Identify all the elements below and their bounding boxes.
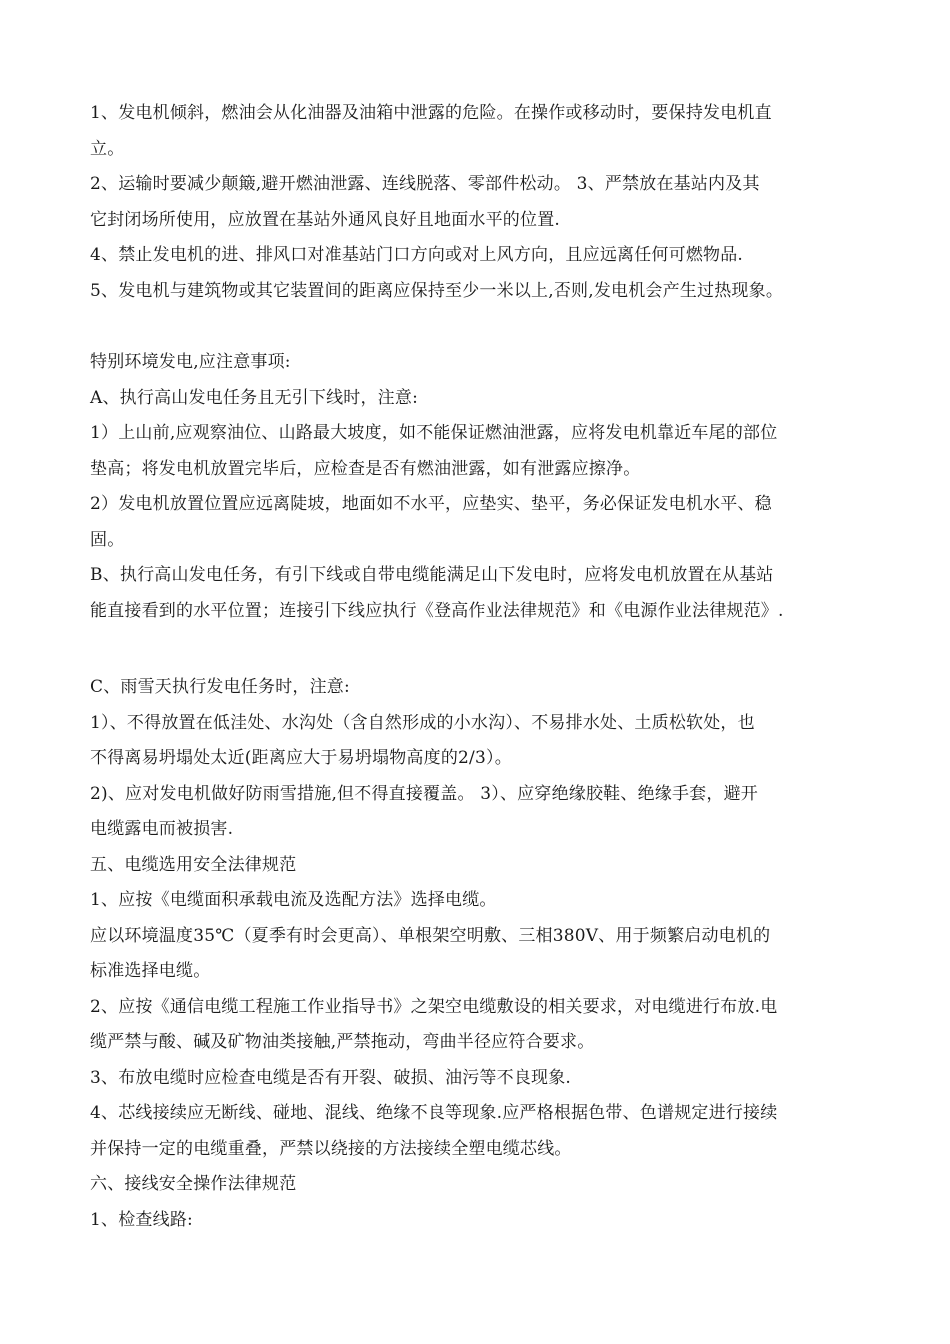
document-page [90,96,870,1238]
text-line: 立。 [90,138,125,159]
text-line: 2)、应对发电机做好防雨雪措施,但不得直接覆盖。 3）、应穿绝缘胶鞋、绝缘手套，避开 [90,783,758,804]
text-line: 1、应按《电缆面积承载电流及选配方法》选择电缆。 [90,890,497,910]
text-line: C、雨雪天执行发电任务时，注意: [90,677,350,697]
text-line: 1）、不得放置在低洼处、水沟处（含自然形成的小水沟）、不易排水处、土质松软处，也 [90,712,755,733]
text-line: 1、发电机倾斜，燃油会从化油器及油箱中泄露的危险。在操作或移动时，要保持发电机直 [90,103,772,123]
text-line: 并保持一定的电缆重叠，严禁以绕接的方法接续全塑电缆芯线。 [90,1138,572,1159]
text-line: 电缆露电而被损害. [90,819,234,839]
paragraph-block-rain-snow-and-cables [90,670,870,1238]
section-heading: 特别环境发电,应注意事项: [90,352,291,372]
paragraph-block-generator-safety [90,96,870,309]
text-line: 5、发电机与建筑物或其它装置间的距离应保持至少一米以上,否则,发电机会产生过热现象。 [90,280,784,301]
text-line: 缆严禁与酸、碱及矿物油类接触,严禁拖动，弯曲半径应符合要求。 [90,1032,595,1052]
text-line: 4、芯线接续应无断线、碰地、混线、绝缘不良等现象.应严格根据色带、色谱规定进行接续 [90,1103,778,1123]
paragraph-gap [90,309,870,345]
section-heading: 五、电缆选用安全法律规范 [90,854,297,875]
text-line: B、执行高山发电任务，有引下线或自带电缆能满足山下发电时，应将发电机放置在从基站 [90,565,774,585]
text-line: 应以环境温度35℃（夏季有时会更高）、单根架空明敷、三相380V、用于频繁启动电机的 [90,925,771,946]
text-line: 不得离易坍塌处太近(距离应大于易坍塌物高度的2/3）。 [90,748,512,768]
text-line: A、执行高山发电任务且无引下线时，注意: [90,387,419,408]
text-line: 1、检查线路: [90,1209,193,1230]
text-line: 标准选择电缆。 [90,961,211,981]
text-line: 3、布放电缆时应检查电缆是否有开裂、破损、油污等不良现象. [90,1067,572,1088]
paragraph-gap [90,629,870,670]
text-line: 能直接看到的水平位置；连接引下线应执行《登高作业法律规范》和《电源作业法律规范》. [90,600,784,621]
text-line: 2、运输时要减少颠簸,避开燃油泄露、连线脱落、零部件松动。 3、严禁放在基站内及其 [90,174,760,194]
text-line: 垫高；将发电机放置完毕后，应检查是否有燃油泄露，如有泄露应擦净。 [90,458,641,479]
text-line: 1）上山前,应观察油位、山路最大坡度，如不能保证燃油泄露，应将发电机靠近车尾的部位 [90,423,778,443]
text-line: 2）发电机放置位置应远离陡坡，地面如不水平，应垫实、垫平，务必保证发电机水平、稳 [90,494,772,514]
text-line: 4、禁止发电机的进、排风口对准基站门口方向或对上风方向，且应远离任何可燃物品. [90,245,744,265]
text-line: 2、应按《通信电缆工程施工作业指导书》之架空电缆敷设的相关要求，对电缆进行布放.电 [90,996,778,1017]
section-heading: 六、接线安全操作法律规范 [90,1174,297,1194]
text-line: 固。 [90,529,125,550]
text-line: 它封闭场所使用，应放置在基站外通风良好且地面水平的位置. [90,209,561,230]
paragraph-block-special-environment [90,345,870,629]
